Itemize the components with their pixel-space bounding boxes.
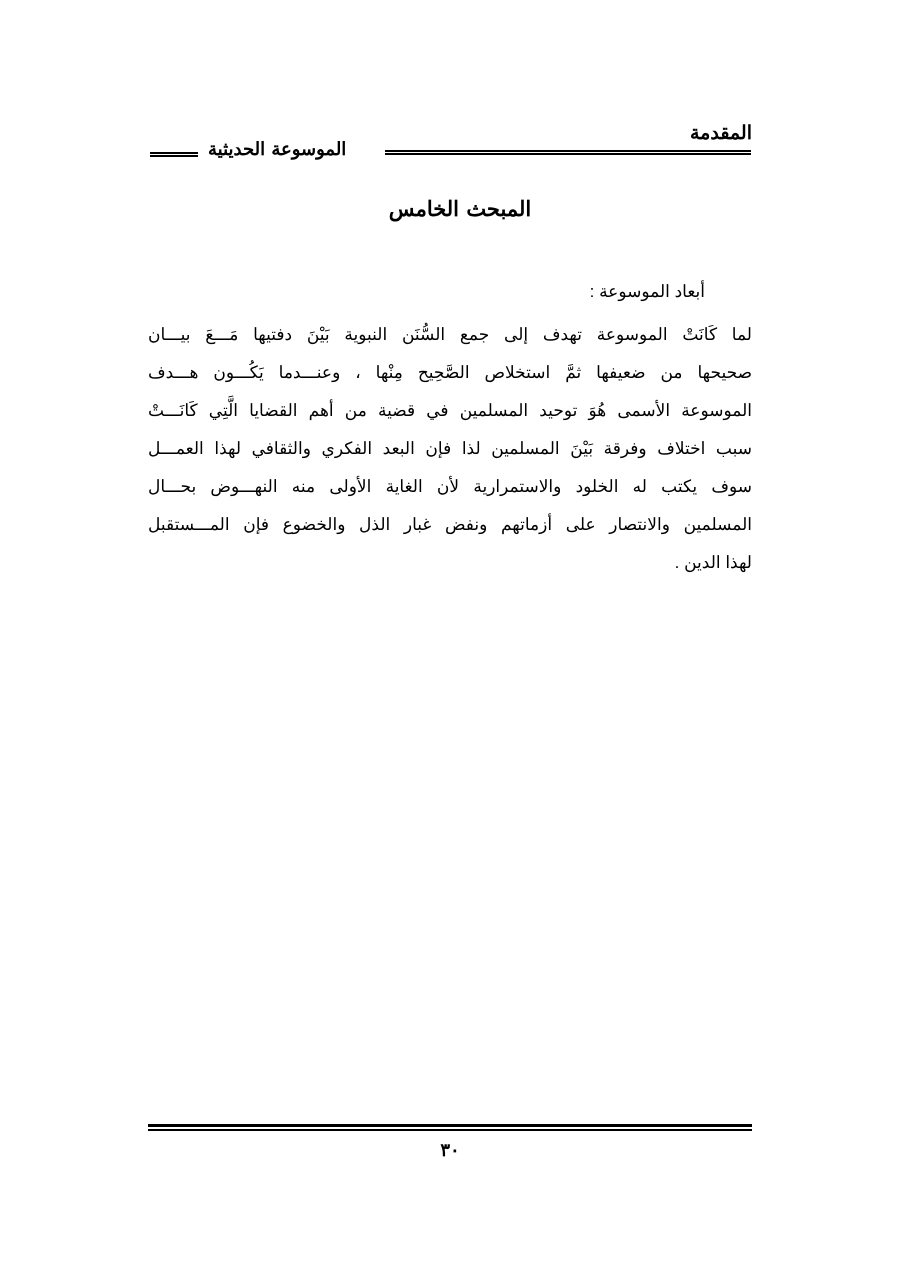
- header-rule: [385, 150, 751, 155]
- section-title: المبحث الخامس: [388, 196, 532, 221]
- header-rule-short: [150, 152, 198, 157]
- footer-rule: [148, 1124, 752, 1131]
- subheading: أبعاد الموسوعة :: [589, 282, 705, 301]
- paragraph-line: المسلمين والانتصار على أزماتهم ونفض غبار الذل والخضوع فإن المـــستقبل: [148, 515, 752, 534]
- paragraph-line: سبب اختلاف وفرقة بَيْنَ المسلمين لذا فإن البعد الفكري والثقافي لهذا العمـــل: [148, 439, 752, 458]
- paragraph-line: الموسوعة الأسمى هُوَ توحيد المسلمين في قضية من أهم القضايا الَّتِي كَانَـــتْ: [148, 401, 752, 420]
- book-title-header: الموسوعة الحديثية: [208, 139, 347, 160]
- paragraph-line: صحيحها من ضعيفها ثمَّ استخلاص الصَّحِيح مِنْها ، وعنـــدما يَكُـــون هـــدف: [148, 363, 752, 382]
- chapter-header: المقدمة: [689, 122, 752, 144]
- paragraph-line: لهذا الدين .: [674, 553, 752, 572]
- body-paragraph: [148, 316, 752, 582]
- paragraph-line: سوف يكتب له الخلود والاستمرارية لأن الغاية الأولى منه النهـــوض بحـــال: [148, 477, 752, 496]
- page-number: ٣٠: [440, 1140, 460, 1161]
- paragraph-line: لما كَانَتْ الموسوعة تهدف إلى جمع السُّنَن النبوية بَيْنَ دفتيها مَـــعَ بيـــان: [148, 325, 752, 344]
